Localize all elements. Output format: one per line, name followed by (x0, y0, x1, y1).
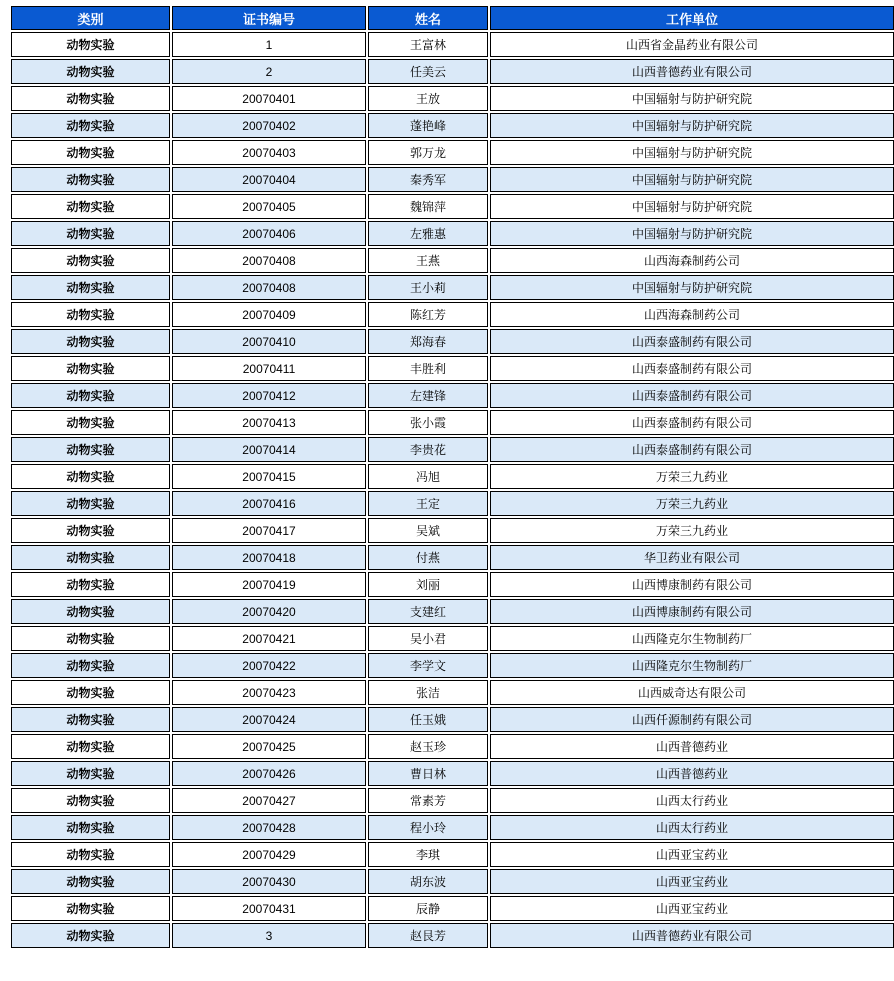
cell-category: 动物实验 (11, 167, 170, 192)
table-row (11, 410, 894, 435)
cell-cert-no: 20070414 (172, 437, 366, 462)
cell-cert-no: 20070422 (172, 653, 366, 678)
table-row (11, 302, 894, 327)
cell-cert-no: 20070404 (172, 167, 366, 192)
cell-cert-no: 20070421 (172, 626, 366, 651)
header-category: 类别 (11, 6, 170, 30)
cell-cert-no: 20070416 (172, 491, 366, 516)
cell-cert-no: 20070405 (172, 194, 366, 219)
cell-org: 中国辐射与防护研究院 (490, 140, 894, 165)
cell-org: 万荣三九药业 (490, 518, 894, 543)
cell-category: 动物实验 (11, 383, 170, 408)
cell-org: 山西亚宝药业 (490, 869, 894, 894)
cell-name: 冯旭 (368, 464, 488, 489)
cell-cert-no: 20070418 (172, 545, 366, 570)
cell-name: 王燕 (368, 248, 488, 273)
cell-category: 动物实验 (11, 626, 170, 651)
cell-name: 任玉娥 (368, 707, 488, 732)
cell-org: 山西亚宝药业 (490, 842, 894, 867)
cell-name: 魏锦萍 (368, 194, 488, 219)
cell-category: 动物实验 (11, 140, 170, 165)
cell-cert-no: 20070409 (172, 302, 366, 327)
cell-category: 动物实验 (11, 680, 170, 705)
table-row (11, 383, 894, 408)
cell-category: 动物实验 (11, 518, 170, 543)
cell-name: 付燕 (368, 545, 488, 570)
cell-category: 动物实验 (11, 248, 170, 273)
header-name: 姓名 (368, 6, 488, 30)
cell-category: 动物实验 (11, 221, 170, 246)
cell-category: 动物实验 (11, 32, 170, 57)
cell-name: 吴小君 (368, 626, 488, 651)
table-row (11, 113, 894, 138)
cell-cert-no: 20070410 (172, 329, 366, 354)
cell-cert-no: 20070425 (172, 734, 366, 759)
cell-org: 山西泰盛制药有限公司 (490, 356, 894, 381)
cell-org: 山西泰盛制药有限公司 (490, 437, 894, 462)
cell-cert-no: 2 (172, 59, 366, 84)
cell-org: 中国辐射与防护研究院 (490, 275, 894, 300)
cell-org: 中国辐射与防护研究院 (490, 167, 894, 192)
cell-category: 动物实验 (11, 410, 170, 435)
cell-org: 中国辐射与防护研究院 (490, 86, 894, 111)
cell-org: 山西隆克尔生物制药厂 (490, 653, 894, 678)
cell-name: 张洁 (368, 680, 488, 705)
cell-org: 山西博康制药有限公司 (490, 599, 894, 624)
cell-name: 郑海春 (368, 329, 488, 354)
cell-category: 动物实验 (11, 923, 170, 948)
cell-name: 王放 (368, 86, 488, 111)
cell-org: 山西普德药业有限公司 (490, 923, 894, 948)
cell-cert-no: 20070420 (172, 599, 366, 624)
cell-name: 辰静 (368, 896, 488, 921)
cell-cert-no: 20070429 (172, 842, 366, 867)
cell-org: 山西亚宝药业 (490, 896, 894, 921)
cell-category: 动物实验 (11, 86, 170, 111)
cell-category: 动物实验 (11, 896, 170, 921)
cell-name: 李学文 (368, 653, 488, 678)
cell-category: 动物实验 (11, 329, 170, 354)
table-row (11, 923, 894, 948)
cell-cert-no: 20070411 (172, 356, 366, 381)
table-row (11, 788, 894, 813)
cell-cert-no: 20070415 (172, 464, 366, 489)
table-row (11, 221, 894, 246)
cell-org: 山西太行药业 (490, 788, 894, 813)
cell-name: 左建锋 (368, 383, 488, 408)
cell-cert-no: 20070413 (172, 410, 366, 435)
cell-category: 动物实验 (11, 302, 170, 327)
cell-org: 山西省金晶药业有限公司 (490, 32, 894, 57)
table-row (11, 626, 894, 651)
cell-category: 动物实验 (11, 599, 170, 624)
header-org: 工作单位 (490, 6, 894, 30)
cell-name: 丰胜利 (368, 356, 488, 381)
cell-org: 山西海森制药公司 (490, 248, 894, 273)
cell-org: 万荣三九药业 (490, 491, 894, 516)
table-row (11, 653, 894, 678)
cell-cert-no: 20070402 (172, 113, 366, 138)
cell-category: 动物实验 (11, 761, 170, 786)
cell-name: 秦秀军 (368, 167, 488, 192)
cell-cert-no: 20070427 (172, 788, 366, 813)
cell-cert-no: 20070401 (172, 86, 366, 111)
table-row (11, 86, 894, 111)
cell-category: 动物实验 (11, 788, 170, 813)
cell-cert-no: 20070406 (172, 221, 366, 246)
cell-cert-no: 20070412 (172, 383, 366, 408)
table-row (11, 491, 894, 516)
table-row (11, 896, 894, 921)
cell-cert-no: 20070431 (172, 896, 366, 921)
table-row (11, 275, 894, 300)
cell-org: 中国辐射与防护研究院 (490, 194, 894, 219)
cell-cert-no: 20070408 (172, 275, 366, 300)
table-row (11, 842, 894, 867)
cell-org: 山西泰盛制药有限公司 (490, 383, 894, 408)
table-row (11, 167, 894, 192)
table-row (11, 869, 894, 894)
table-header-row (11, 6, 894, 30)
cell-category: 动物实验 (11, 842, 170, 867)
cell-category: 动物实验 (11, 275, 170, 300)
cell-name: 蓬艳峰 (368, 113, 488, 138)
table-row (11, 572, 894, 597)
cell-name: 支建红 (368, 599, 488, 624)
cell-org: 山西博康制药有限公司 (490, 572, 894, 597)
cell-name: 任美云 (368, 59, 488, 84)
cell-org: 万荣三九药业 (490, 464, 894, 489)
cell-category: 动物实验 (11, 869, 170, 894)
cell-category: 动物实验 (11, 194, 170, 219)
table-row (11, 329, 894, 354)
cell-org: 山西普德药业有限公司 (490, 59, 894, 84)
cell-cert-no: 20070403 (172, 140, 366, 165)
cell-org: 中国辐射与防护研究院 (490, 113, 894, 138)
cell-cert-no: 20070426 (172, 761, 366, 786)
cell-category: 动物实验 (11, 437, 170, 462)
cell-category: 动物实验 (11, 734, 170, 759)
cell-name: 赵玉珍 (368, 734, 488, 759)
cell-category: 动物实验 (11, 545, 170, 570)
cell-category: 动物实验 (11, 356, 170, 381)
cell-name: 程小玲 (368, 815, 488, 840)
cell-name: 胡东波 (368, 869, 488, 894)
table-row (11, 248, 894, 273)
cell-cert-no: 20070430 (172, 869, 366, 894)
table-row (11, 59, 894, 84)
cell-org: 中国辐射与防护研究院 (490, 221, 894, 246)
cell-category: 动物实验 (11, 59, 170, 84)
cell-cert-no: 20070408 (172, 248, 366, 273)
table-row (11, 140, 894, 165)
cell-cert-no: 20070417 (172, 518, 366, 543)
cell-cert-no: 20070419 (172, 572, 366, 597)
cell-name: 王小莉 (368, 275, 488, 300)
cell-cert-no: 3 (172, 923, 366, 948)
cell-org: 华卫药业有限公司 (490, 545, 894, 570)
cell-org: 山西仟源制药有限公司 (490, 707, 894, 732)
cell-name: 曹日林 (368, 761, 488, 786)
cell-name: 陈红芳 (368, 302, 488, 327)
table-row (11, 518, 894, 543)
cell-name: 吴斌 (368, 518, 488, 543)
cell-name: 王定 (368, 491, 488, 516)
cell-name: 刘丽 (368, 572, 488, 597)
cell-name: 李琪 (368, 842, 488, 867)
table-row (11, 437, 894, 462)
cell-org: 山西海森制药公司 (490, 302, 894, 327)
cell-cert-no: 20070423 (172, 680, 366, 705)
cell-category: 动物实验 (11, 464, 170, 489)
header-cert-no: 证书编号 (172, 6, 366, 30)
cell-category: 动物实验 (11, 653, 170, 678)
cell-name: 张小霞 (368, 410, 488, 435)
cell-name: 左雅惠 (368, 221, 488, 246)
cell-name: 赵艮芳 (368, 923, 488, 948)
cell-name: 常素芳 (368, 788, 488, 813)
cell-name: 王富林 (368, 32, 488, 57)
cell-category: 动物实验 (11, 815, 170, 840)
certificate-table (9, 4, 894, 950)
cell-org: 山西普德药业 (490, 761, 894, 786)
table-row (11, 680, 894, 705)
cell-cert-no: 20070424 (172, 707, 366, 732)
table-row (11, 464, 894, 489)
cell-cert-no: 20070428 (172, 815, 366, 840)
table-row (11, 599, 894, 624)
cell-org: 山西威奇达有限公司 (490, 680, 894, 705)
cell-name: 李贵花 (368, 437, 488, 462)
table-body (11, 32, 894, 948)
table-row (11, 32, 894, 57)
cell-org: 山西泰盛制药有限公司 (490, 410, 894, 435)
cell-org: 山西泰盛制药有限公司 (490, 329, 894, 354)
table-row (11, 734, 894, 759)
cell-category: 动物实验 (11, 113, 170, 138)
cell-category: 动物实验 (11, 707, 170, 732)
table-row (11, 707, 894, 732)
cell-category: 动物实验 (11, 572, 170, 597)
table-row (11, 545, 894, 570)
cell-org: 山西普德药业 (490, 734, 894, 759)
table-row (11, 761, 894, 786)
cell-cert-no: 1 (172, 32, 366, 57)
cell-org: 山西隆克尔生物制药厂 (490, 626, 894, 651)
cell-org: 山西太行药业 (490, 815, 894, 840)
table-row (11, 194, 894, 219)
table-row (11, 356, 894, 381)
cell-category: 动物实验 (11, 491, 170, 516)
cell-name: 郭万龙 (368, 140, 488, 165)
table-row (11, 815, 894, 840)
